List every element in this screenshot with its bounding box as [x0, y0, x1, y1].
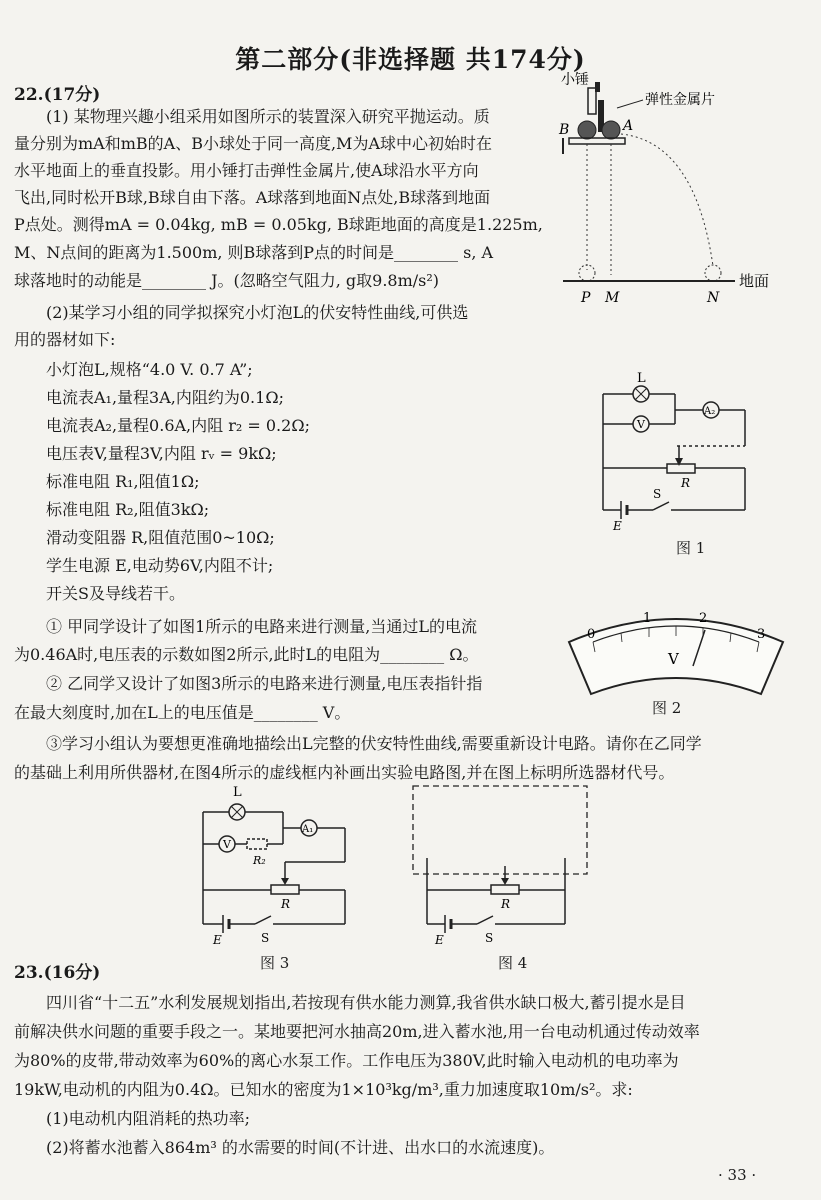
- ammeter-a1-label: A₁: [302, 824, 314, 835]
- sub-question-line: 为0.46A时,电压表的示数如图2所示,此时L的电阻为________ Ω。: [14, 645, 479, 664]
- question-22-number: 22.(17分): [14, 85, 101, 105]
- battery-label: E: [213, 933, 222, 947]
- equipment-item: 电流表A₁,量程3A,内阻约为0.1Ω;: [46, 388, 284, 407]
- q23-line: 为80%的皮带,带动效率为60%的离心水泵工作。工作电压为380V,此时输入电动机的电功率为: [14, 1051, 679, 1070]
- q23-line: 前解决供水问题的重要手段之一。某地要把河水抽高20m,进入蓄水池,用一台电动机通过传动效率: [14, 1022, 700, 1041]
- q22-part1-line: M、N点间的距离为1.500m, 则B球落到P点的时间是________ s, A: [14, 243, 494, 262]
- equipment-item: 滑动变阻器 R,阻值范围0~10Ω;: [46, 528, 275, 547]
- question-23-number: 23.(16分): [14, 963, 101, 983]
- switch-label: S: [261, 931, 270, 945]
- ball-a-label: A: [623, 118, 634, 134]
- lamp-label: L: [637, 371, 646, 386]
- switch-label: S: [653, 487, 662, 501]
- dashed-answer-box: [413, 786, 587, 874]
- sub-question-line: 在最大刻度时,加在L上的电压值是________ V。: [14, 703, 351, 722]
- point-p-label: P: [581, 290, 591, 306]
- rheostat-icon: [491, 885, 519, 894]
- sub-question-line: 的基础上利用所供器材,在图4所示的虚线框内补画出实验电路图,并在图上标明所选器材代号。: [14, 763, 675, 782]
- q22-part2-line: (2)某学习小组的同学拟探究小灯泡L的伏安特性曲线,可供选: [46, 303, 469, 322]
- rheostat-icon: [271, 885, 299, 894]
- resistor-r2-icon: [247, 839, 267, 849]
- hammer-label: 小锤: [561, 72, 589, 88]
- equipment-item: 电流表A₂,量程0.6A,内阻 r₂ = 0.2Ω;: [46, 416, 310, 435]
- equipment-item: 电压表V,量程3V,内阻 rᵥ = 9kΩ;: [46, 444, 277, 463]
- q22-part1-line: 水平地面上的垂直投影。用小锤打击弹性金属片,使A球沿水平方向: [14, 161, 479, 180]
- equipment-item: 标准电阻 R₁,阻值1Ω;: [46, 472, 200, 491]
- q22-part1-line: 球落地时的动能是________ J。(忽略空气阻力, g取9.8m/s²): [14, 271, 440, 290]
- voltmeter-label: V: [637, 418, 645, 431]
- figure-3-circuit: [195, 782, 365, 952]
- sub-question-line: ③学习小组认为要想更准确地描绘出L完整的伏安特性曲线,需要重新设计电路。请你在乙同学: [46, 734, 702, 753]
- figure-1-caption: 图 1: [676, 539, 706, 557]
- ammeter-a2-label: A₂: [704, 406, 716, 417]
- figure-3-caption: 图 3: [260, 954, 290, 972]
- page-number: · 33 ·: [718, 1166, 757, 1184]
- voltmeter-label: V: [223, 838, 231, 851]
- battery-label: E: [435, 933, 444, 947]
- figure-4-circuit: [405, 782, 595, 952]
- equipment-item: 小灯泡L,规格“4.0 V. 0.7 A”;: [46, 360, 253, 379]
- q22-part1-line: P点处。测得mA = 0.04kg, mB = 0.05kg, B球距地面的高度是1.225m,: [14, 215, 543, 234]
- equipment-item: 标准电阻 R₂,阻值3kΩ;: [46, 500, 210, 519]
- ball-b: [578, 121, 596, 139]
- sub-question-line: ① 甲同学设计了如图1所示的电路来进行测量,当通过L的电流: [46, 617, 477, 636]
- ground-label: 地面: [739, 272, 770, 290]
- dial-tick-label: 0: [587, 627, 596, 642]
- q23-line: (1)电动机内阻消耗的热功率;: [46, 1109, 251, 1128]
- q22-part2-line: 用的器材如下:: [14, 330, 116, 349]
- ball-b-label: B: [559, 122, 570, 138]
- figure-4-caption: 图 4: [498, 954, 528, 972]
- switch-icon: [255, 916, 271, 924]
- rheostat-label: R: [681, 476, 691, 490]
- equipment-item: 学生电源 E,电动势6V,内阻不计;: [46, 556, 274, 575]
- dial-tick-label: 2: [699, 611, 708, 626]
- point-n-label: N: [707, 290, 720, 306]
- figure-2-voltmeter-dial: [565, 600, 787, 700]
- q23-line: 四川省“十二五”水利发展规划指出,若按现有供水能力测算,我省供水缺口极大,蓄引提水是目: [46, 993, 686, 1012]
- projectile-apparatus-figure: [555, 70, 820, 310]
- switch-label: S: [485, 931, 494, 945]
- spring-label: 弹性金属片: [645, 92, 715, 108]
- switch-icon: [477, 916, 493, 924]
- rheostat-label: R: [501, 897, 511, 911]
- ball-a: [602, 121, 620, 139]
- point-m-label: M: [605, 290, 620, 306]
- lamp-label: L: [233, 785, 242, 800]
- dial-unit-label: V: [668, 650, 679, 668]
- q22-part1-line: 量分别为mA和mB的A、B小球处于同一高度,M为A球中心初始时在: [14, 134, 492, 153]
- page-title: 第二部分(非选择题 共174分): [235, 45, 586, 74]
- dial-tick-label: 3: [757, 627, 766, 642]
- q23-line: (2)将蓄水池蓄入864m³ 的水需要的时间(不计进、出水口的水流速度)。: [46, 1138, 555, 1157]
- figure-2-caption: 图 2: [652, 699, 682, 717]
- rheostat-label: R: [281, 897, 291, 911]
- rheostat-icon: [667, 464, 695, 473]
- equipment-item: 开关S及导线若干。: [46, 584, 185, 603]
- sub-question-line: ② 乙同学又设计了如图3所示的电路来进行测量,电压表指针指: [46, 674, 483, 693]
- q23-line: 19kW,电动机的内阻为0.4Ω。已知水的密度为1×10³kg/m³,重力加速度取10m/s²。求:: [14, 1080, 633, 1099]
- trajectory-path: [621, 134, 713, 266]
- q22-part1-line: (1) 某物理兴趣小组采用如图所示的装置深入研究平抛运动。质: [46, 107, 490, 126]
- figure-1-circuit: [595, 370, 765, 555]
- q22-part1-line: 飞出,同时松开B球,B球自由下落。A球落到地面N点处,B球落到地面: [14, 188, 491, 207]
- resistor-r2-label: R₂: [253, 854, 266, 867]
- battery-label: E: [613, 519, 622, 533]
- hammer-icon: [588, 88, 596, 114]
- dial-tick-label: 1: [643, 611, 652, 626]
- switch-icon: [653, 502, 669, 510]
